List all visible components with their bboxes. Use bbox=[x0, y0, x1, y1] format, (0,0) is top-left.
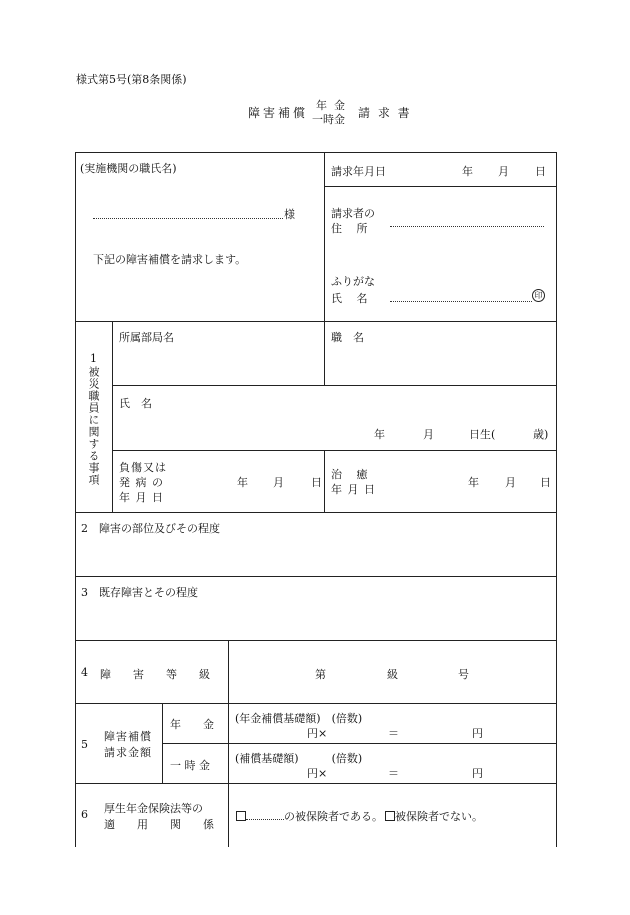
cure-month[interactable]: 月 bbox=[505, 476, 516, 489]
name-label: 氏 名 bbox=[331, 292, 368, 305]
line-sec4-bottom bbox=[75, 703, 557, 704]
annuity-label: 年 金 bbox=[170, 718, 214, 731]
sec5-inner-divider bbox=[162, 703, 163, 783]
lump-sum-formula: (補償基礎額) (倍数) bbox=[235, 752, 363, 765]
title-left: 障害補償 bbox=[248, 106, 309, 120]
insured-text: の被保険者である。 bbox=[284, 810, 383, 823]
cure-label-2: 年 月 日 bbox=[331, 483, 376, 496]
seal-mark: 印 bbox=[532, 289, 545, 302]
annuity-equals: ＝ bbox=[388, 727, 399, 740]
sec2-label: 2 障害の部位及びその程度 bbox=[81, 522, 220, 535]
line-dept-bottom bbox=[112, 385, 557, 386]
sec6-label-1: 厚生年金保険法等の bbox=[104, 802, 203, 815]
dept-label: 所属部局名 bbox=[119, 331, 174, 344]
sec4-number: 4 bbox=[81, 666, 88, 679]
sec4-label: 障 害 等 級 bbox=[100, 668, 210, 681]
furigana-label: ふりがな bbox=[331, 275, 375, 288]
cure-label-1: 治 癒 bbox=[331, 468, 368, 481]
org-name-field[interactable] bbox=[93, 218, 283, 219]
birth-year[interactable]: 年 bbox=[374, 428, 385, 441]
sec5-number: 5 bbox=[81, 738, 88, 751]
lump-sum-yen-times[interactable]: 円× bbox=[307, 767, 328, 780]
injury-label-3: 年 月 日 bbox=[119, 491, 164, 504]
injury-day[interactable]: 日 bbox=[311, 476, 322, 489]
dept-divider bbox=[324, 321, 325, 385]
injury-month[interactable]: 月 bbox=[273, 476, 284, 489]
annuity-yen-times[interactable]: 円× bbox=[307, 727, 328, 740]
name-field[interactable] bbox=[390, 301, 532, 302]
frame-top bbox=[75, 152, 557, 153]
birth-day[interactable]: 日生( bbox=[469, 428, 496, 441]
cure-year[interactable]: 年 bbox=[468, 476, 479, 489]
line-sec5-bottom bbox=[75, 783, 557, 784]
line-top-bottom bbox=[75, 321, 557, 322]
sec6-number: 6 bbox=[81, 808, 88, 821]
employee-name-label: 氏 名 bbox=[119, 397, 152, 410]
line-sec1-bottom bbox=[75, 512, 557, 513]
line-date-bottom bbox=[324, 186, 557, 187]
cure-day[interactable]: 日 bbox=[540, 476, 551, 489]
title-option-lump-sum: 一時金 bbox=[312, 113, 345, 126]
not-insured-text: 被保険者でない。 bbox=[395, 810, 483, 823]
injury-label-1: 負傷又は bbox=[119, 461, 167, 474]
birth-month[interactable]: 月 bbox=[423, 428, 434, 441]
insured-row bbox=[236, 808, 483, 824]
lump-sum-equals: ＝ bbox=[388, 767, 399, 780]
annuity-yen[interactable]: 円 bbox=[472, 727, 483, 740]
lump-sum-label: 一 時 金 bbox=[170, 759, 210, 772]
insured-checkbox[interactable] bbox=[236, 811, 246, 821]
line-sec5-mid bbox=[162, 743, 557, 744]
sec3-label: 3 既存障害とその程度 bbox=[81, 586, 198, 599]
request-date-label: 請求年月日 bbox=[331, 165, 386, 178]
request-date-month[interactable]: 月 bbox=[498, 165, 509, 178]
top-divider bbox=[324, 152, 325, 321]
sec6-label-2: 適 用 関 係 bbox=[104, 818, 214, 831]
not-insured-checkbox[interactable] bbox=[385, 811, 395, 821]
title-option-annuity: 年 金 bbox=[316, 99, 345, 112]
line-sec3-bottom bbox=[75, 640, 557, 641]
request-date-day[interactable]: 日 bbox=[535, 165, 546, 178]
sec1-side-label: 1被災職員に関する事項 bbox=[87, 352, 100, 486]
job-title-label: 職 名 bbox=[331, 331, 364, 344]
request-text: 下記の障害補償を請求します。 bbox=[93, 253, 247, 266]
grade-go[interactable]: 号 bbox=[458, 668, 469, 681]
injury-label-2: 発 病 の bbox=[119, 476, 164, 489]
org-label: (実施機関の職氏名) bbox=[80, 162, 177, 175]
sec4-divider bbox=[228, 640, 229, 847]
address-field[interactable] bbox=[390, 226, 544, 227]
address-label-1: 請求者の bbox=[331, 207, 375, 220]
sec1-side-divider bbox=[112, 321, 113, 512]
line-sec2-bottom bbox=[75, 576, 557, 577]
insured-law-blank[interactable] bbox=[246, 811, 284, 820]
annuity-formula: (年金補償基礎額) (倍数) bbox=[235, 712, 363, 725]
sec5-label-1: 障害補償 bbox=[104, 730, 152, 743]
title-right: 請 求 書 bbox=[358, 106, 412, 120]
request-date-year[interactable]: 年 bbox=[462, 165, 473, 178]
injury-year[interactable]: 年 bbox=[237, 476, 248, 489]
lump-sum-yen[interactable]: 円 bbox=[472, 767, 483, 780]
line-name-bottom bbox=[112, 450, 557, 451]
sama-label: 様 bbox=[284, 208, 295, 221]
address-label-2: 住 所 bbox=[331, 222, 368, 235]
form-number: 様式第5号(第8条関係) bbox=[76, 73, 187, 86]
sec5-label-2: 請求金額 bbox=[104, 746, 152, 759]
age-label[interactable]: 歳) bbox=[533, 428, 549, 441]
frame-left bbox=[75, 152, 76, 847]
injury-divider bbox=[324, 450, 325, 512]
grade-dai: 第 bbox=[315, 668, 326, 681]
grade-kyu[interactable]: 級 bbox=[387, 668, 398, 681]
